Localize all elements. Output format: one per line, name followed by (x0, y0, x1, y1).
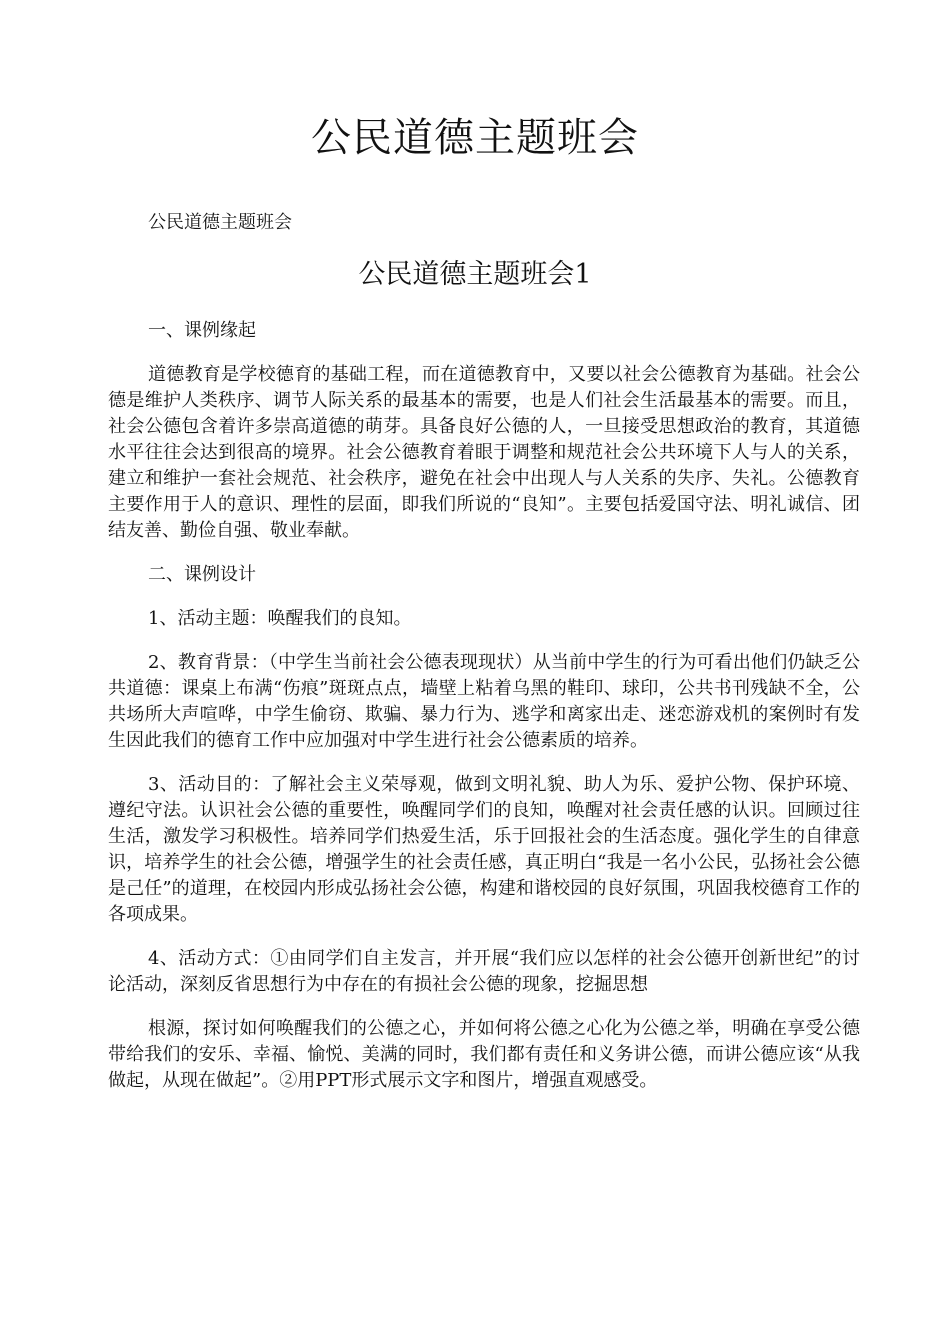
document-body (108, 318, 860, 1112)
paragraph-course-origin: 道德教育是学校德育的基础工程，而在道德教育中，又要以社会公德教育为基础。社会公德是维护人类秩序、调节人际关系的最基本的需要，也是人们社会生活最基本的需要。而且，社会公德包含着许多崇高道德的萌芽。具备良好公德的人，一旦接受思想政治的教育，其道德水平往往会达到很高的境界。社会公德教育着眼于调整和规范社会公共环境下人与人的关系，建立和维护一套社会规范、社会秩序，避免在社会中出现人与人关系的失序、失礼。公德教育主要作用于人的意识、理性的层面，即我们所说的“良知”。主要包括爱国守法、明礼诚信、团结友善、勤俭自强、敬业奉献。 (108, 364, 860, 541)
document-subtitle: 公民道德主题班会 (148, 212, 292, 233)
paragraph-education-background: 2、教育背景：（中学生当前社会公德表现现状）从当前中学生的行为可看出他们仍缺乏公共道德：课桌上布满“伤痕”斑斑点点，墙壁上粘着乌黑的鞋印、球印，公共书刊残缺不全，公共场所大声喧哗，中学生偷窃、欺骗、暴力行为、逃学和离家出走、迷恋游戏机的案例时有发生因此我们的德育工作中应加强对中学生进行社会公德素质的培养。 (108, 652, 860, 751)
heading-course-origin: 一、课例缘起 (148, 320, 256, 341)
paragraph-activity-method-continued: 根源，探讨如何唤醒我们的公德之心，并如何将公德之心化为公德之举，明确在享受公德带给我们的安乐、幸福、愉悦、美满的同时，我们都有责任和义务讲公德，而讲公德应该“从我做起，从现在做起”。②用PPT形式展示文字和图片，增强直观感受。 (108, 1018, 860, 1091)
document-title: 公民道德主题班会 (311, 115, 639, 161)
section-title: 公民道德主题班会1 (358, 259, 592, 290)
heading-course-design: 二、课例设计 (148, 564, 256, 585)
paragraph-activity-purpose: 3、活动目的：了解社会主义荣辱观，做到文明礼貌、助人为乐、爱护公物、保护环境、遵纪守法。认识社会公德的重要性，唤醒同学们的良知，唤醒对社会责任感的认识。回顾过往生活，激发学习积极性。培养同学们热爱生活，乐于回报社会的生活态度。强化学生的自律意识，培养学生的社会公德，增强学生的社会责任感，真正明白“我是一名小公民，弘扬社会公德是己任”的道理，在校园内形成弘扬社会公德，构建和谐校园的良好氛围，巩固我校德育工作的各项成果。 (108, 774, 860, 925)
paragraph-activity-theme: 1、活动主题：唤醒我们的良知。 (148, 608, 412, 629)
paragraph-activity-method: 4、活动方式：①由同学们自主发言，并开展“我们应以怎样的社会公德开创新世纪”的讨论活动，深刻反省思想行为中存在的有损社会公德的现象，挖掘思想 (108, 948, 860, 995)
